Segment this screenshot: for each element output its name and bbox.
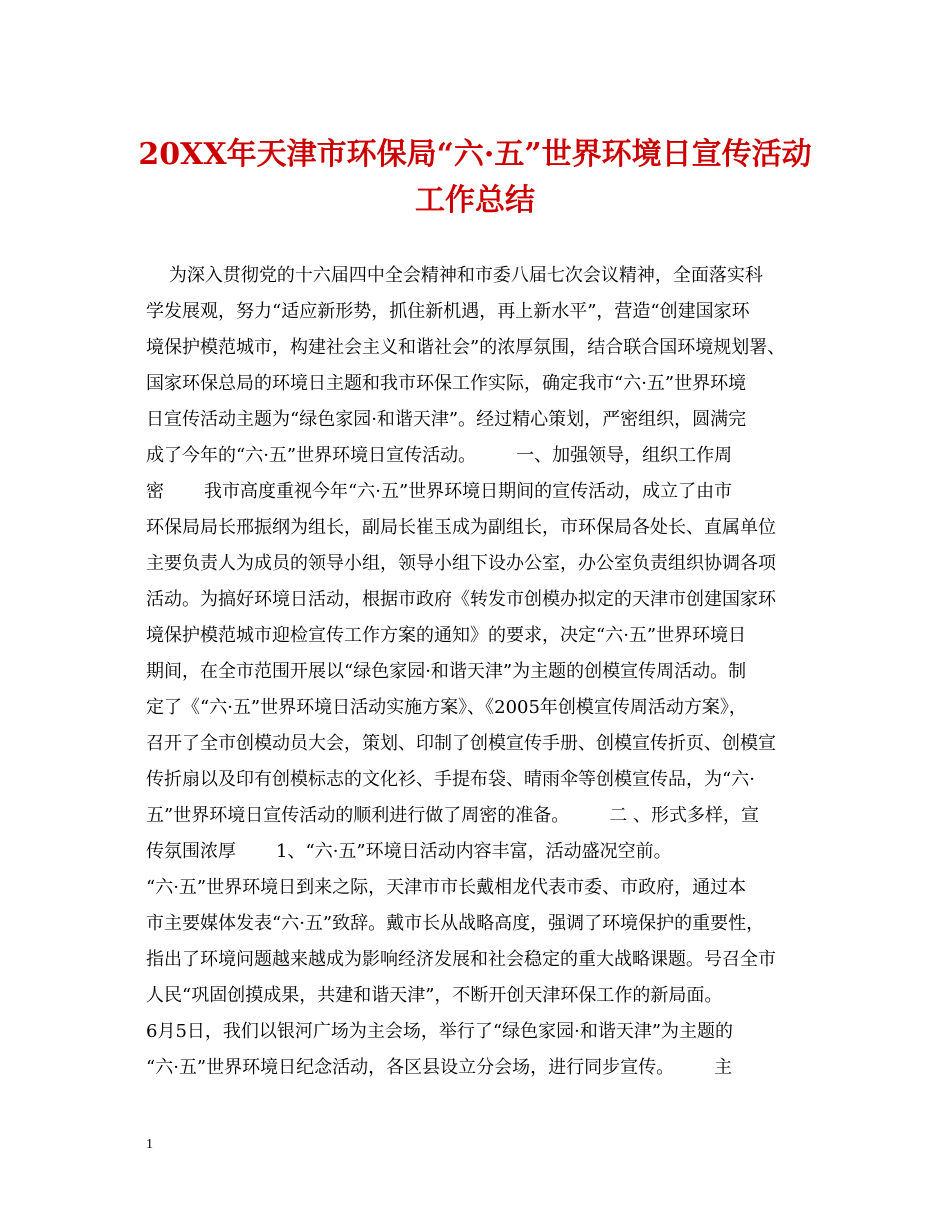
document-title-line-1: 20XX年天津市环保局“六·五”世界环境日宣传活动 xyxy=(138,137,812,172)
body-line: 传折扇以及印有创模标志的文化衫、手提布袋、晴雨伞等创模宣传品，为“六· xyxy=(146,769,755,790)
body-line: 传氛围浓厚 1、“六·五”环境日活动内容丰富，活动盛况空前。 xyxy=(146,841,672,862)
body-line: 五”世界环境日宣传活动的顺利进行做了周密的准备。 二 、形式多样，宣 xyxy=(146,805,759,826)
body-line: 日宣传活动主题为“绿色家园·和谐天津”。经过精心策划，严密组织，圆满完 xyxy=(146,409,747,430)
body-line: 为深入贯彻党的十六届四中全会精神和市委八届七次会议精神，全面落实科 xyxy=(146,265,763,286)
body-line: 学发展观，努力“适应新形势，抓住新机遇，再上新水平”，营造“创建国家环 xyxy=(146,301,750,322)
body-line: 市主要媒体发表“六·五”致辞。戴市长从战略高度，强调了环境保护的重要性， xyxy=(146,913,765,934)
document-body xyxy=(146,258,816,1086)
body-line: 定了《“六·五”世界环境日活动实施方案》、《2005年创模宣传周活动方案》， xyxy=(146,697,747,718)
body-line: 国家环保总局的环境日主题和我市环保工作实际，确定我市“六·五”世界环境 xyxy=(146,373,747,394)
document-title-line-2: 工作总结 xyxy=(415,183,535,218)
body-line: 活动。为搞好环境日活动，根据市政府《转发市创模办拟定的天津市创建国家环 xyxy=(146,589,776,610)
body-line: 密 我市高度重视今年“六·五”世界环境日期间的宣传活动，成立了由市 xyxy=(146,481,733,502)
body-line: 人民“巩固创摸成果，共建和谐天津”，不断开创天津环保工作的新局面。 xyxy=(146,985,723,1006)
page-number: 1 xyxy=(146,1137,153,1152)
body-line: 环保局局长邢振纲为组长，副局长崔玉成为副组长，市环保局各处长、直属单位 xyxy=(146,517,776,538)
body-line: 境保护模范城市，构建社会主义和谐社会”的浓厚氛围，结合联合国环境规划署、 xyxy=(146,337,786,358)
body-line: “六·五”世界环境日纪念活动，各区县设立分会场，进行同步宣传。 主 xyxy=(146,1057,733,1078)
body-line: “六·五”世界环境日到来之际，天津市市长戴相龙代表市委、市政府，通过本 xyxy=(146,877,747,898)
body-line: 主要负责人为成员的领导小组，领导小组下设办公室，办公室负责组织协调各项 xyxy=(146,553,776,574)
body-line: 期间，在全市范围开展以“绿色家园·和谐天津”为主题的创模宣传周活动。制 xyxy=(146,661,747,682)
body-line: 成了今年的“六·五”世界环境日宣传活动。 一、加强领导，组织工作周 xyxy=(146,445,733,466)
body-line: 召开了全市创模动员大会，策划、印制了创模宣传手册、创模宣传折页、创模宣 xyxy=(146,733,776,754)
body-line: 6月5日，我们以银河广场为主会场，举行了“绿色家园·和谐天津”为主题的 xyxy=(146,1021,734,1042)
body-line: 指出了环境问题越来越成为影响经济发展和社会稳定的重大战略课题。号召全市 xyxy=(146,949,776,970)
body-line: 境保护模范城市迎检宣传工作方案的通知》的要求，决定“六·五”世界环境日 xyxy=(146,625,747,646)
